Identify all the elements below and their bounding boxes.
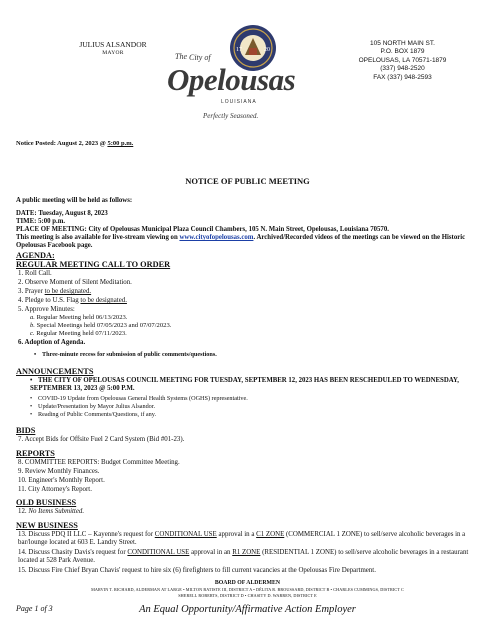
time-line: TIME: 5:00 p.m. — [16, 218, 66, 225]
svg-text:20: 20 — [264, 47, 270, 53]
mayor-name: JULIUS ALSANDOR — [79, 40, 147, 49]
reports-heading: REPORTS — [16, 449, 55, 458]
agenda-item: 7. Accept Bids for Offsite Fuel 2 Card System (Bid #01-23). — [18, 436, 185, 443]
logo-tagline: Perfectly Seasoned. — [203, 112, 259, 120]
date-line: DATE: Tuesday, August 8, 2023 — [16, 210, 108, 217]
minutes-item: c. Regular Meeting held 07/11/2023. — [30, 330, 127, 337]
announcement-item: • COVID-19 Update from Opelousas General Health Systems (OGHS) representative. — [30, 395, 248, 402]
agenda-item: 12. No Items Submitted. — [18, 508, 85, 515]
fax-line: FAX (337) 948-2593 — [373, 73, 432, 81]
bids-heading: BIDS — [16, 426, 36, 435]
website-link[interactable]: www.cityofopelousas.com — [179, 234, 254, 241]
stream-info: This meeting is also available for live-stream viewing on www.cityofopelousas.com. Archived/Recorded videos of the meetings can be viewed on the Historic Opelousas Facebook page. — [16, 234, 466, 250]
board-title: BOARD OF ALDERMEN — [214, 580, 281, 586]
phone-line: (337) 948-2520 — [380, 65, 425, 73]
minutes-item: b. Special Meetings held 07/05/2023 and 07/07/2023. — [30, 322, 172, 329]
minutes-item: a. Regular Meeting held 06/13/2023. — [30, 314, 128, 321]
agenda-item: 3. Prayer to be designated. — [18, 288, 92, 295]
place-line: PLACE OF MEETING: City of Opelousas Municipal Plaza Council Chambers, 105 N. Main Street, Opelousas, Louisiana 70570. — [16, 226, 389, 233]
address-line: 105 NORTH MAIN ST. — [370, 40, 435, 47]
logo-wordmark: Opelousas — [167, 62, 296, 97]
agenda-item: 9. Review Monthly Finances. — [18, 468, 100, 475]
recess-bullet: • Three-minute recess for submission of public comments/questions. — [34, 351, 217, 358]
logo-state: LOUISIANA — [221, 99, 257, 105]
page-title: NOTICE OF PUBLIC MEETING — [185, 176, 310, 186]
mayor-title: MAYOR — [102, 50, 124, 56]
agenda-item: 2. Observe Moment of Silent Meditation. — [18, 279, 132, 286]
agenda-item: 4. Pledge to U.S. Flag to be designated. — [18, 297, 127, 304]
agenda-item: 8. COMMITTEE REPORTS: Budget Committee Meeting. — [18, 459, 180, 466]
board-members-line: MARVIN T. RICHARD, ALDERMAN AT LARGE • MILTON BATISTE III, DISTRICT A • DÉLITA R. BROUSSARD, DISTRICT B • CHARLES CUMMINGS, DISTRICT C — [91, 587, 404, 592]
equal-opportunity-footer: An Equal Opportunity/Affirmative Action Employer — [139, 604, 356, 615]
agenda-item: 11. City Attorney's Report. — [18, 486, 92, 493]
address-line: OPELOUSAS, LA 70571-1879 — [358, 56, 447, 64]
announcement-item: • Update/Presentation by Mayor Julius Alsandor. — [30, 403, 156, 410]
old-business-heading: OLD BUSINESS — [16, 498, 77, 507]
intro-text: A public meeting will be held as follows: — [16, 197, 133, 204]
mayor-block — [58, 40, 168, 58]
announcement-item: • THE CITY OF OPELOUSAS COUNCIL MEETING FOR TUESDAY, SEPTEMBER 12, 2023 HAS BEEN RESCHEDULED TO WEDNESDAY, SEPTEMBER 13, 2023 @ 5:00 P.M. — [30, 377, 460, 393]
new-business-heading: NEW BUSINESS — [16, 521, 78, 530]
page-number: Page 1 of 3 — [16, 604, 53, 613]
notice-posted: Notice Posted: August 2, 2023 @ 5:00 p.m. — [16, 140, 134, 147]
svg-text:17: 17 — [236, 47, 242, 53]
board-members-line: SHERELL ROBERTS, DISTRICT D • CHASITY D. WARREN, DISTRICT E — [178, 593, 317, 598]
agenda-item: 10. Engineer's Monthly Report. — [18, 477, 105, 484]
address-line: P.O. BOX 1879 — [380, 48, 425, 56]
agenda-item: 13. Discuss PDQ II LLC – Kayenne's request for CONDITIONAL USE approval in a C1 ZONE (COMMERCIAL 1 ZONE) to sell/serve alcoholic beverages in a bar/lounge located at 603 E. Landry Street. — [18, 531, 466, 546]
announcement-item: • Reading of Public Comments/Questions, if any. — [30, 411, 157, 418]
agenda-item: 5. Approve Minutes: — [18, 306, 75, 313]
announcements-heading: ANNOUNCEMENTS — [16, 367, 94, 376]
call-to-order-heading: REGULAR MEETING CALL TO ORDER — [16, 260, 171, 269]
city-address — [340, 40, 465, 82]
agenda-item: 15. Discuss Fire Chief Bryan Chavis' request to hire six (6) firefighters to fill current vacancies at the Opelousas Fire Department. — [18, 567, 376, 574]
agenda-item: 6. Adoption of Agenda. — [18, 339, 86, 346]
logo-the: The — [175, 52, 187, 61]
logo-city-of: City of — [189, 53, 211, 62]
agenda-item: 1. Roll Call. — [18, 270, 52, 277]
agenda-heading: AGENDA: — [16, 251, 55, 260]
agenda-item: 14. Discuss Chasity Davis's request for CONDITIONAL USE approval in an R1 ZONE (RESIDENTIAL 1 ZONE) to sell/serve alcoholic beverages in a restaurant located at 528 Park Avenue. — [18, 549, 469, 564]
city-logo — [165, 22, 300, 122]
